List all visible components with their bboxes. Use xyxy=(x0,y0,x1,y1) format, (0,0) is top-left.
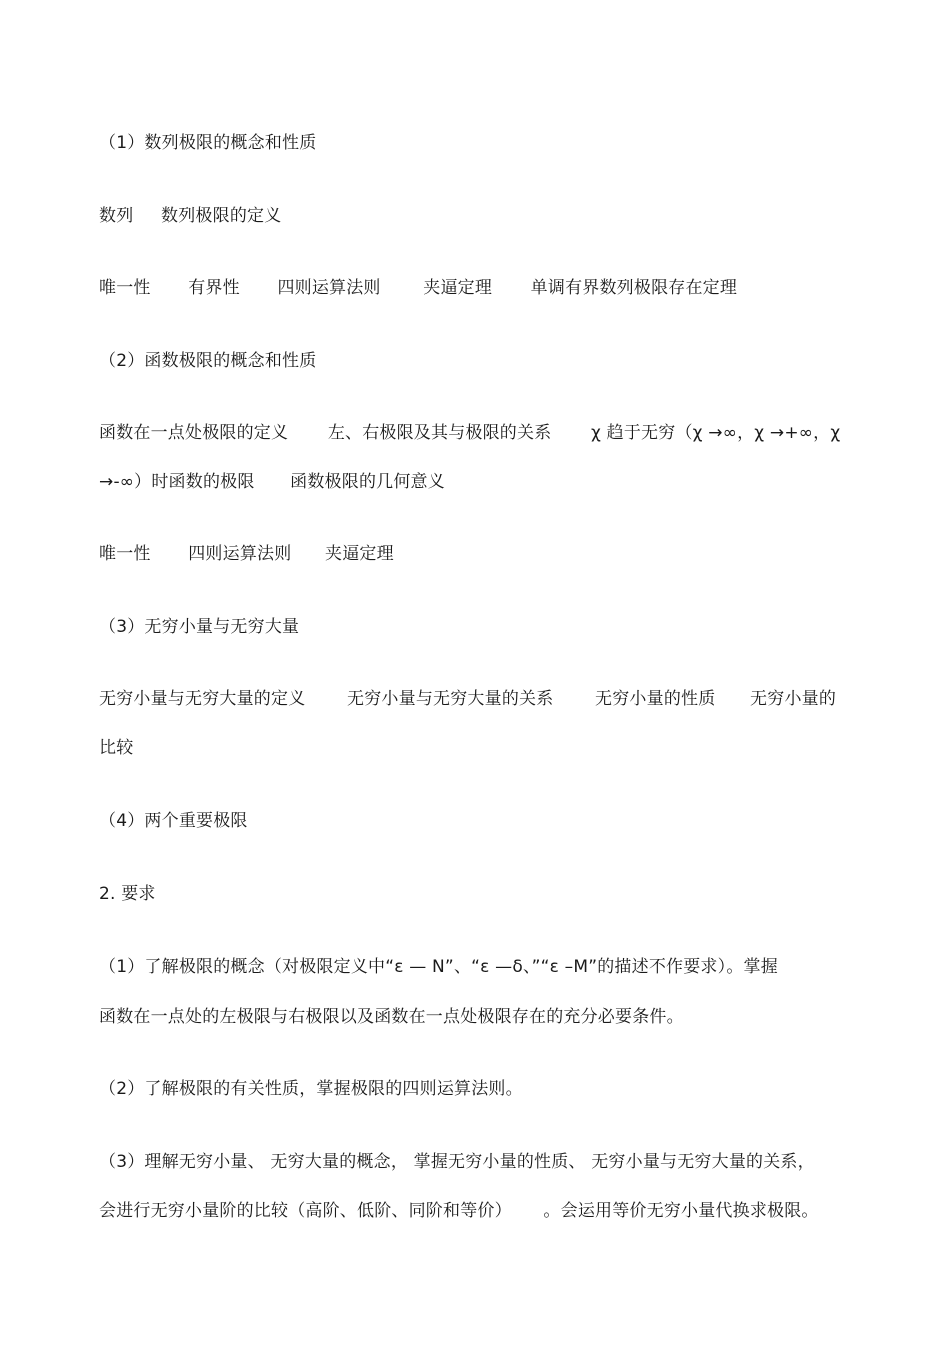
requirement-2: （2）了解极限的有关性质，掌握极限的四则运算法则。 xyxy=(99,1079,523,1099)
property-squeeze-theorem: 夹逼定理 xyxy=(423,278,493,298)
requirement-3-line-2 xyxy=(99,1200,819,1222)
section-2-topics-line-2 xyxy=(99,471,445,493)
topic-infinitesimal-definition: 无穷小量与无穷大量的定义 xyxy=(99,689,306,709)
section-1-topics xyxy=(99,205,281,227)
property-uniqueness: 唯一性 xyxy=(99,278,151,298)
section-4-heading: （4）两个重要极限 xyxy=(99,811,248,831)
requirement-3-substitution: 。会运用等价无穷小量代换求极限。 xyxy=(543,1201,819,1221)
section-1-heading: （1）数列极限的概念和性质 xyxy=(99,133,317,153)
requirement-1-line-1: （1）了解极限的概念（对极限定义中“ε — N”、“ε —δ、”“ε –M”的描述不作要求）。掌握 xyxy=(99,957,778,977)
topic-sequence: 数列 xyxy=(99,206,134,226)
topic-sequence-limit-definition: 数列极限的定义 xyxy=(161,206,282,226)
requirement-3-comparison: 会进行无穷小量阶的比较（高阶、低阶、同阶和等价） xyxy=(99,1201,512,1221)
requirement-1-line-2: 函数在一点处的左极限与右极限以及函数在一点处极限存在的充分必要条件。 xyxy=(99,1007,684,1027)
topic-limit-at-infinity: χ 趋于无穷（χ →∞，χ →+∞，χ xyxy=(591,423,841,443)
section-3-heading: （3）无穷小量与无穷大量 xyxy=(99,617,300,637)
topic-geometric-meaning: 函数极限的几何意义 xyxy=(290,472,445,492)
property-squeeze-theorem: 夹逼定理 xyxy=(325,544,394,564)
requirements-heading: 2. 要求 xyxy=(99,884,156,904)
section-1-properties xyxy=(99,277,737,299)
topic-limit-at-infinity-cont: →-∞）时函数的极限 xyxy=(99,472,255,492)
topic-infinitesimal-comparison: 无穷小量的 xyxy=(750,689,837,709)
topic-infinitesimal-relation: 无穷小量与无穷大量的关系 xyxy=(347,689,554,709)
section-3-topics-line-2: 比较 xyxy=(99,738,134,758)
property-boundedness: 有界性 xyxy=(188,278,240,298)
topic-one-sided-limits: 左、右极限及其与极限的关系 xyxy=(327,423,552,443)
topic-function-limit-at-point: 函数在一点处极限的定义 xyxy=(99,423,289,443)
property-arithmetic-rules: 四则运算法则 xyxy=(277,278,381,298)
section-2-heading: （2）函数极限的概念和性质 xyxy=(99,351,317,371)
requirement-3-line-1: （3）理解无穷小量、 无穷大量的概念， 掌握无穷小量的性质、 无穷小量与无穷大量的关系， xyxy=(99,1152,815,1172)
property-monotone-bounded-theorem: 单调有界数列极限存在定理 xyxy=(530,278,738,298)
section-3-topics-line-1 xyxy=(99,688,836,710)
section-2-properties xyxy=(99,543,394,565)
property-uniqueness: 唯一性 xyxy=(99,544,151,564)
property-arithmetic-rules: 四则运算法则 xyxy=(188,544,292,564)
topic-infinitesimal-properties: 无穷小量的性质 xyxy=(595,689,716,709)
section-2-topics-line-1 xyxy=(99,422,840,444)
